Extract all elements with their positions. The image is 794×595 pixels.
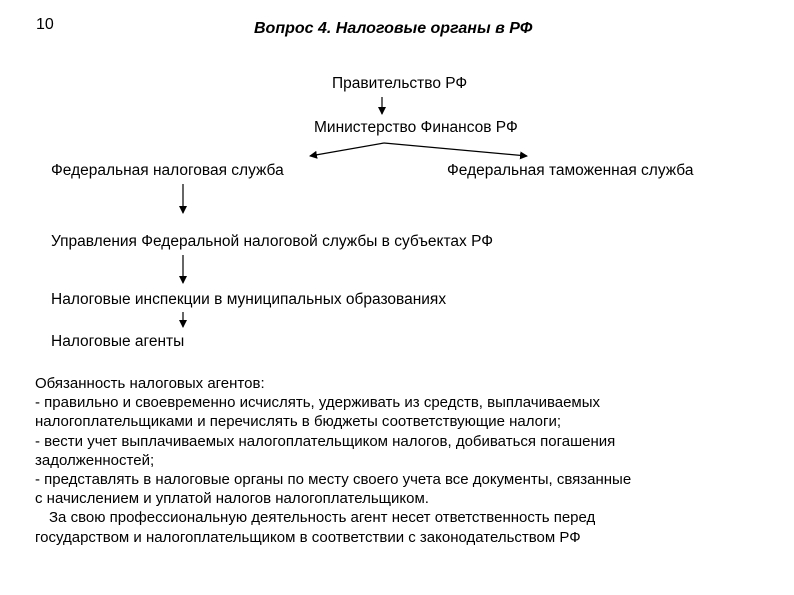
duties-line: с начислением и уплатой налогов налогоплательщиком. <box>35 490 429 508</box>
node-government: Правительство РФ <box>332 75 468 92</box>
node-regional-tax-departments: Управления Федеральной налоговой службы в субъектах РФ <box>51 233 494 250</box>
duties-line: - вести учет выплачиваемых налогоплательщиком налогов, добиваться погашения <box>35 432 616 450</box>
duties-line: задолженностей; <box>35 451 155 469</box>
duties-line: - представлять в налоговые органы по месту своего учета все документы, связанные <box>35 471 632 489</box>
responsibility-line: государством и налогоплательщиком в соответствии с законодательством РФ <box>35 528 581 546</box>
node-federal-tax-service: Федеральная налоговая служба <box>51 162 284 179</box>
duties-line: - правильно и своевременно исчислять, удерживать из средств, выплачиваемых <box>35 394 601 412</box>
duties-line: налогоплательщиками и перечислять в бюджеты соответствующие налоги; <box>35 413 562 431</box>
node-tax-agents: Налоговые агенты <box>51 333 185 350</box>
node-federal-customs-service: Федеральная таможенная служба <box>447 162 694 179</box>
node-ministry-of-finance: Министерство Финансов РФ <box>314 119 518 136</box>
tax-agent-duties <box>35 374 631 547</box>
responsibility-line: За свою профессиональную деятельность агент несет ответственность перед <box>49 509 596 527</box>
arrow-ministry-to-tax-service <box>310 143 384 156</box>
duties-heading: Обязанность налоговых агентов: <box>35 375 265 392</box>
node-municipal-tax-inspections: Налоговые инспекции в муниципальных образованиях <box>51 291 447 308</box>
slide-title: Вопрос 4. Налоговые органы в РФ <box>254 20 533 37</box>
page-number: 10 <box>36 16 54 33</box>
arrow-ministry-to-customs-service <box>384 143 527 156</box>
